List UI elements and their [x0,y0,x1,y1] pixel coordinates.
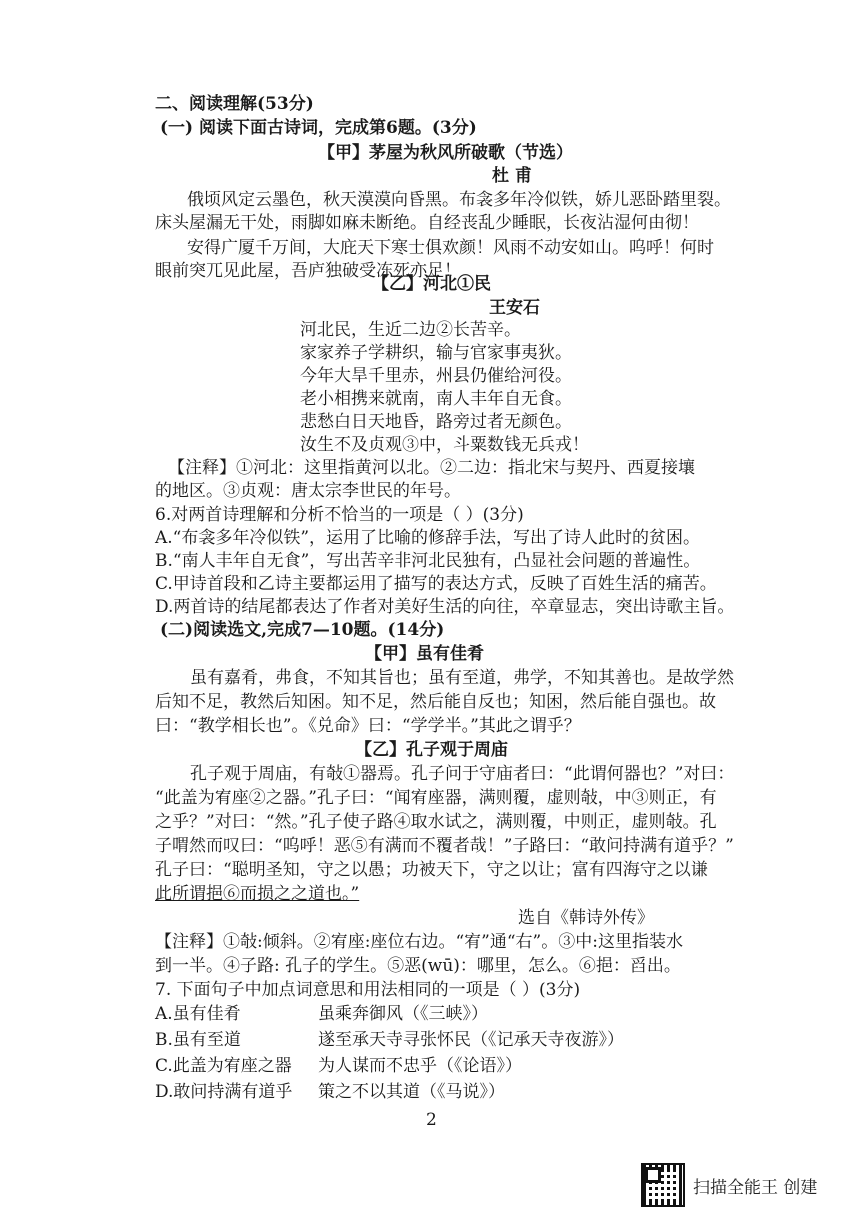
poem-b-title: 【乙】河北①民 [372,274,491,294]
text-a-line: 虽有嘉肴，弗食，不知其旨也；虽有至道，弗学，不知其善也。是故学然 [190,668,734,688]
text-b-title: 【乙】孔子观于周庙 [355,740,508,760]
question-7-option-right: 虽乘奔御风（《三峡》） [318,1004,488,1024]
text-b-source: 选自《韩诗外传》 [518,908,654,928]
poem-b-line: 河北民，生近二边②长苦辛。 [300,320,521,340]
text-b-line: 孔子观于周庙，有敧①器焉。孔子问于守庙者曰：“此谓何器也？”对曰： [190,764,735,784]
watermark-label: 扫描全能王 创建 [693,1177,818,1198]
page-number: 2 [426,1110,437,1130]
text-b-line: “此盖为宥座②之器。”孔子曰：“闻宥座器，满则覆，虚则敧，中③则正，有 [155,788,717,808]
question-6-stem: 6.对两首诗理解和分析不恰当的一项是（ ）(3分) [155,505,524,525]
poem-a-title: 【甲】茅屋为秋风所破歌（节选） [318,143,573,163]
poem-b-line: 老小相携来就南，南人丰年自无食。 [300,389,572,409]
question-6-option: D.两首诗的结尾都表达了作者对美好生活的向往，卒章显志，突出诗歌主旨。 [155,597,735,617]
text-a-line: 后知不足，教然后知困。知不足，然后能自反也；知困，然后能自强也。故 [155,692,716,712]
question-7-option-right: 策之不以其道（《马说》） [318,1082,505,1102]
poem-a-author: 杜 甫 [492,166,532,186]
poem-b-line: 汝生不及贞观③中，斗粟数钱无兵戎！ [300,435,589,455]
poem-notes: 的地区。③贞观：唐太宗李世民的年号。 [155,481,461,501]
poem-a-line: 眼前突兀见此屋，吾庐独破受冻死亦足！ [155,261,461,281]
qr-code-icon [641,1163,685,1207]
question-7-option-left: D.敢问持满有道乎 [155,1082,293,1102]
question-7-stem: 7. 下面句子中加点词意思和用法相同的一项是（ ）(3分) [155,980,581,1000]
poem-a-line: 安得广厦千万间，大庇天下寒士俱欢颜！风雨不动安如山。呜呼！何时 [187,238,714,258]
text-notes: 到一半。④子路: 孔子的学生。⑤恶(wū)：哪里，怎么。⑥挹：舀出。 [155,956,681,976]
text-b-line: 此所谓挹⑥而损之之道也。” [155,884,360,904]
poem-a-line: 俄顷风定云墨色，秋天漠漠向昏黑。布衾多年冷似铁，娇儿恶卧踏里裂。 [187,190,731,210]
part2-instruction: (二)阅读选文,完成7—10题。(14分) [160,620,445,640]
question-7-option-left: A.虽有佳肴 [155,1004,241,1024]
text-b-line: 之乎？”对曰：“然。”孔子使子路④取水试之，满则覆，中则正，虚则敧。孔 [155,812,717,832]
scanner-watermark [641,1163,817,1207]
poem-notes: 【注释】①河北：这里指黄河以北。②二边：指北宋与契丹、西夏接壤 [168,458,695,478]
question-6-option: C.甲诗首段和乙诗主要都运用了描写的表达方式，反映了百姓生活的痛苦。 [155,574,717,594]
poem-a-line: 床头屋漏无干处，雨脚如麻未断绝。自经丧乱少睡眠，长夜沾湿何由彻！ [155,213,699,233]
section-title: 二、阅读理解(53分) [155,94,314,114]
text-a-title: 【甲】虽有佳肴 [365,644,484,664]
text-a-line: 曰：“教学相长也”。《兑命》曰：“学学半。”其此之谓乎？ [155,716,581,736]
poem-b-line: 今年大旱千里赤，州县仍催给河役。 [300,366,572,386]
question-7-option-right: 遂至承天寺寻张怀民（《记承天寺夜游》） [318,1030,624,1050]
text-b-line: 孔子曰：“聪明圣知，守之以愚；功被天下，守之以让；富有四海守之以谦 [155,860,708,880]
text-notes: 【注释】①敧:倾斜。②宥座:座位右边。“宥”通“右”。③中:这里指装水 [155,932,683,952]
poem-b-line: 悲愁白日天地昏，路旁过者无颜色。 [300,412,572,432]
question-7-option-right: 为人谋而不忠乎（《论语》） [318,1056,522,1076]
question-7-option-left: C.此盖为宥座之器 [155,1056,292,1076]
part1-instruction: (一) 阅读下面古诗词，完成第6题。(3分) [160,118,477,138]
question-7-option-left: B.虽有至道 [155,1030,241,1050]
question-6-option: B.“南人丰年自无食”，写出苦辛非河北民独有，凸显社会问题的普遍性。 [155,551,701,571]
poem-b-line: 家家养子学耕织，输与官家事夷狄。 [300,343,572,363]
text-b-line: 子喟然而叹曰：“呜呼！恶⑤有满而不覆者哉！”子路曰：“敢问持满有道乎？” [155,836,734,856]
question-6-option: A.“布衾多年冷似铁”，运用了比喻的修辞手法，写出了诗人此时的贫困。 [155,528,701,548]
poem-b-author: 王安石 [489,298,540,318]
